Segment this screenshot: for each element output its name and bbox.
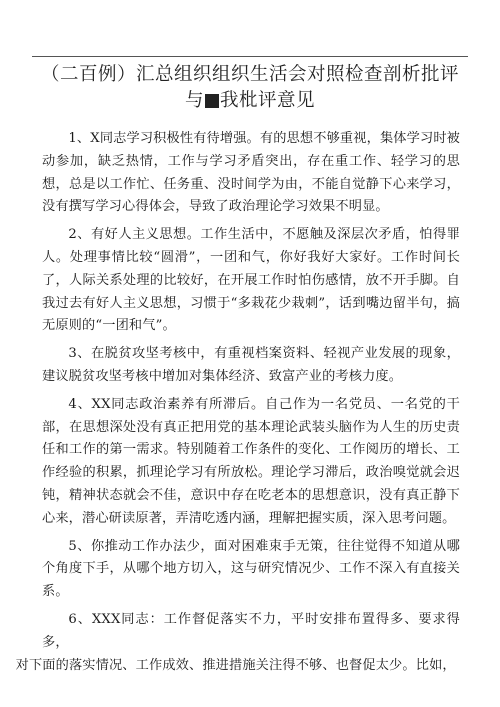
title-line-2 [40,88,460,114]
title-line-2-end: 我枇评意见 [220,90,316,111]
redaction-block [205,94,219,108]
paragraph-6-line-2: 对下面的落实情况、工作成效、推进措施关注得不够、也督促太少。比如， [15,657,456,673]
paragraph-6-line-1: 6、XXX同志：工作督促落实不力，平时安排布置得多、要求得多， [42,611,460,650]
document-title [40,62,460,114]
title-line-2-start: 与 [184,90,204,111]
paragraph-1: 1、X同志学习积极性有待增强。有的思想不够重视，集体学习时被动参加，缺乏热情，工作与学习矛盾突出，存在重工作、轻学习的思想，总是以工作忙、任务重、没时间学为由，不能自觉静下心来学习，没有撰写学习心得体会，导致了政治理论学习效果不明显。 [42,131,460,215]
paragraph-4: 4、XX同志政治素养有所滞后。自己作为一名党员、一名党的干部，在思想深处没有真正把用党的基本理论武装头脑作为人生的历史责任和工作的第一需求。特别随着工作条件的变化、工作阅历的增长、工作经验的积累，抓理论学习有所放松。理论学习滞后，政治嗅觉就会迟钝，精神状态就会不佳，意识中存在吃老本的思想意识，没有真正静下心来，潜心研读原著，弄清吃透内涵，理解把握实质，深入思考问题。 [42,396,460,526]
document-body [15,128,460,682]
paragraph-6 [15,609,460,677]
paragraph-5: 5、你推动工作办法少，面对困难束手无策，往往觉得不知道从哪个角度下手，从哪个地方切入，这与研究情况少、工作不深入有直接关系。 [42,538,460,600]
title-line-1: （二百例）汇总组织组织生活会对照检查剖析批评 [40,64,459,85]
paragraph-2: 2、有好人主义思想。工作生活中，不愿触及深层次矛盾，怕得罪人。处理事情比较“圆滑”，一团和气，你好我好大家好。工作时间长了，人际关系处理的比较好，在开展工作时怕伤感情，放不开手脚。自我过去有好人主义思想，习惯于“多栽花少栽刺”，话到嘴边留半句，搞无原则的“一团和气”。 [42,227,460,334]
header-rule [32,56,468,57]
paragraph-3: 3、在脱贫攻坚考核中，有重视档案资料、轻视产业发展的现象，建议脱贫攻坚考核中增加对集体经济、致富产业的考核力度。 [42,346,460,384]
